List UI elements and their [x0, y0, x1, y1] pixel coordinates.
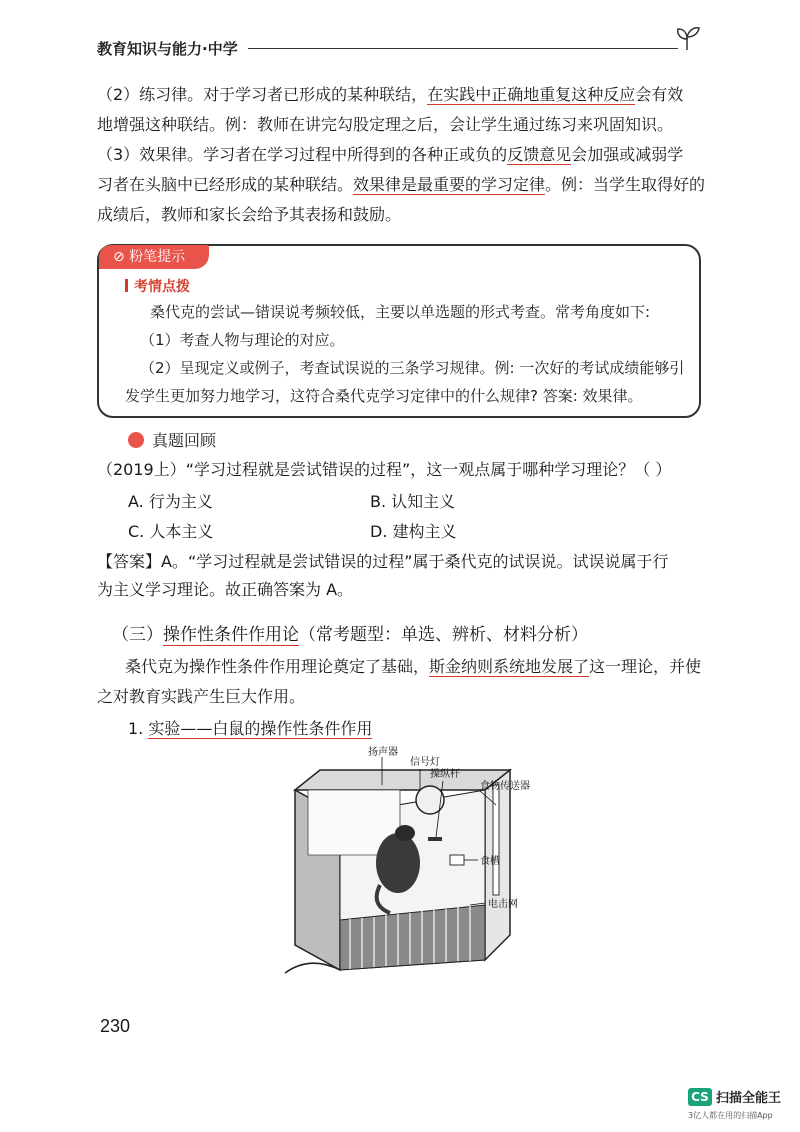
option-b: B. 认知主义 — [370, 492, 456, 511]
header-rule — [248, 48, 678, 49]
review-title: 真题回顾 — [152, 431, 217, 450]
label-light: 信号灯 — [410, 757, 440, 768]
scanner-app-name: 扫描全能王 — [716, 1091, 782, 1106]
question-text: （2019上）“学习过程就是尝试错误的过程”，这一观点属于哪种学习理论？（ ） — [97, 460, 672, 479]
tip-line: （1）考查人物与理论的对应。 — [140, 331, 345, 349]
section-body-2: 之对教育实践产生巨大作用。 — [97, 687, 306, 706]
paragraph-effect-law: （3）效果律。学习者在学习过程中所得到的各种正或负的反馈意见会加强或减弱学 习者在头脑中已经形成的某种联结。效果律是最重要的学习定律。例：当学生取得好的 成绩后，教师和家长会给予其表扬和鼓励。 — [97, 145, 706, 224]
sprout-icon — [672, 24, 702, 52]
scanner-tagline: 3亿人都在用的扫描App — [688, 1111, 773, 1120]
tip-box-subtitle: 考情点拨 — [125, 276, 190, 296]
label-speaker: 扬声器 — [368, 747, 398, 758]
review-icon — [128, 432, 144, 448]
page-number: 230 — [100, 1016, 131, 1036]
label-grid: 电击网 — [488, 899, 518, 910]
option-d: D. 建构主义 — [370, 522, 457, 541]
section-body: 桑代克为操作性条件作用理论奠定了基础，斯金纳则系统地发展了这一理论，并使 — [125, 657, 702, 676]
figure-caption: 1. 实验——白鼠的操作性条件作用 — [128, 719, 373, 738]
paragraph-practice-law: （2）练习律。对于学习者已形成的某种联结，在实践中正确地重复这种反应会有效 地增强这种联结。例：教师在讲完勾股定理之后，会让学生通过练习来巩固知识。 — [97, 85, 684, 134]
label-lever: 操纵杆 — [430, 769, 460, 780]
no-sign-icon: ⊘ — [113, 249, 130, 265]
option-c: C. 人本主义 — [128, 522, 214, 541]
section-title: （三）操作性条件作用论（常考题型：单选、辨析、材料分析） — [112, 625, 588, 645]
tip-line: 桑代克的尝试—错误说考频较低，主要以单选题的形式考查。常考角度如下: — [150, 303, 651, 321]
label-trough: 食槽 — [480, 856, 500, 867]
answer-text: 【答案】A。“学习过程就是尝试错误的过程”属于桑代克的试误说。试误说属于行 为主义学习理论。故正确答案为 A。 — [97, 552, 669, 599]
tip-line: 发学生更加努力地学习，这符合桑代克学习定律中的什么规律? 答案: 效果律。 — [125, 387, 643, 405]
option-a: A. 行为主义 — [128, 492, 213, 511]
label-feeder: 食物传送器 — [480, 781, 530, 792]
tip-box-tag: ⊘ 粉笔提示 — [99, 245, 209, 269]
skinner-box-figure — [280, 745, 560, 980]
running-header: 教育知识与能力·中学 — [97, 40, 238, 58]
tip-line: （2）呈现定义或例子，考查试误说的三条学习规律。例: 一次好的考试成绩能够引 — [140, 359, 685, 377]
scanner-logo: CS — [688, 1088, 712, 1106]
